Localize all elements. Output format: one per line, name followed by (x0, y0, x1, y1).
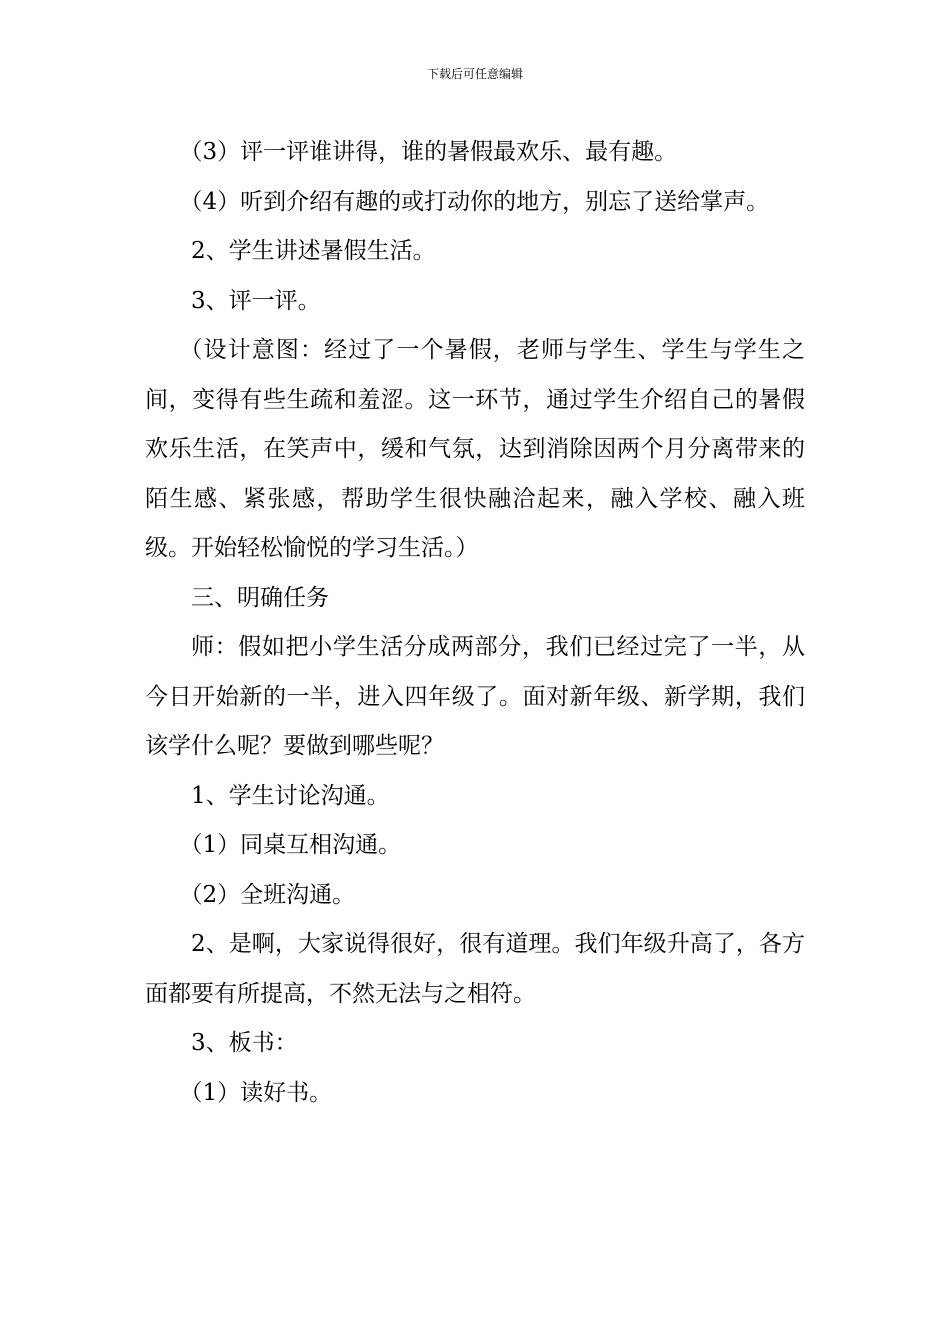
paragraph-grade-higher: 2、是啊，大家说得很好，很有道理。我们年级升高了，各方面都要有所提高，不然无法与之相符。 (145, 931, 805, 1007)
paragraph-student-discussion: 1、学生讨论沟通。 (191, 782, 390, 809)
paragraph-evaluate-speakers: （3）评一评谁讲得，谁的暑假最欢乐、最有趣。 (179, 139, 678, 165)
paragraph-teacher-question: 师：假如把小学生活分成两部分，我们已经过完了一半，从今日开始新的一半，进入四年级了。面对新年级、新学期，我们该学什么呢？要做到哪些呢？ (145, 634, 805, 759)
paragraph-desk-mates: （1）同桌互相沟通。 (179, 832, 402, 858)
paragraph-applause: （4）听到介绍有趣的或打动你的地方，别忘了送给掌声。 (179, 188, 770, 215)
page-header: 下载后可任意编辑 (426, 67, 523, 81)
paragraph-evaluate: 3、评一评。 (191, 287, 321, 314)
document-body (145, 128, 805, 1118)
section-heading-clarify-tasks: 三、明确任务 (191, 584, 329, 611)
paragraph-read-good-books: （1）读好书。 (179, 1079, 333, 1106)
paragraph-blackboard: 3、板书： (191, 1030, 298, 1056)
paragraph-design-intent: （设计意图：经过了一个暑假，老师与学生、学生与学生之间，变得有些生疏和羞涩。这一环节，通过学生介绍自己的暑假欢乐生活，在笑声中，缓和气氛，达到消除因两个月分离带来的陌生感、紧张感，帮助学生很快融洽起来，融入学校、融入班级。开始轻松愉悦的学习生活。） (145, 337, 805, 561)
paragraph-whole-class: （2）全班沟通。 (179, 881, 356, 908)
paragraph-students-narrate: 2、学生讲述暑假生活。 (191, 238, 436, 264)
